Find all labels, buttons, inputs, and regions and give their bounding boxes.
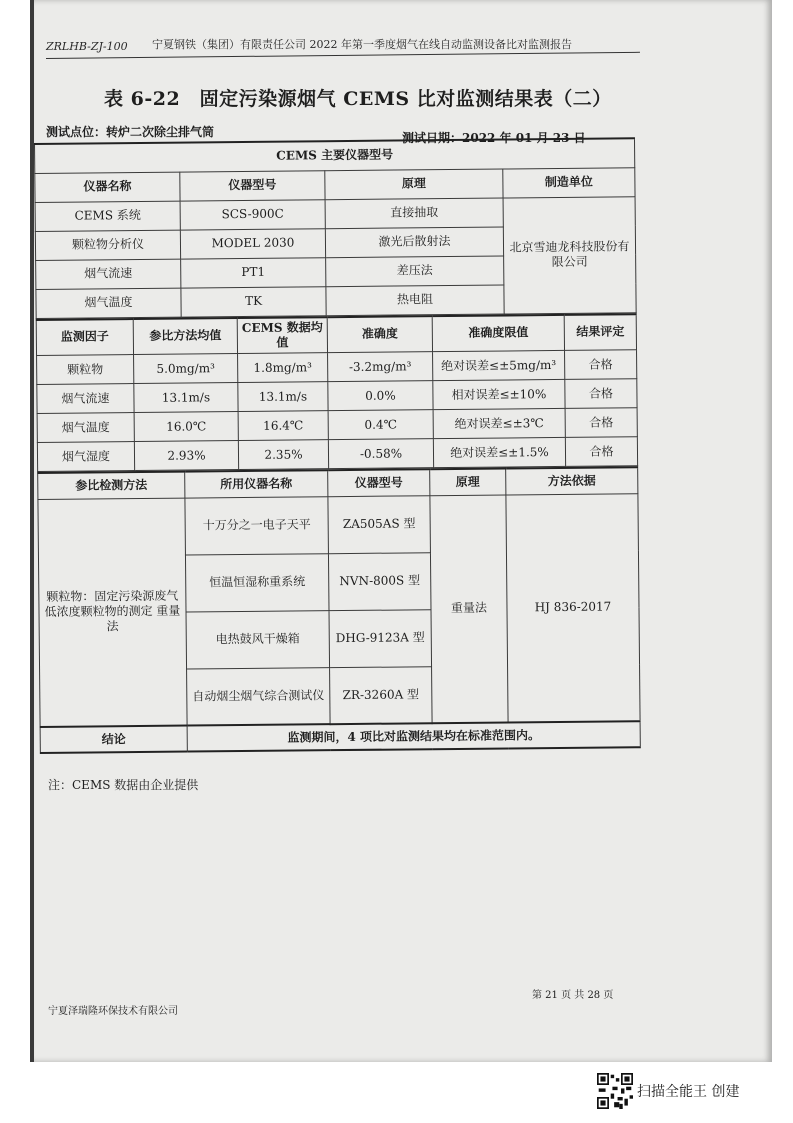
used-instrument-cell: 恒温恒湿称重系统 <box>185 553 329 611</box>
result-cell: 合格 <box>565 408 637 438</box>
col-factor: 监测因子 <box>36 319 133 356</box>
table-row <box>38 493 639 556</box>
used-model-cell: ZR-3260A 型 <box>330 666 433 724</box>
instrument-table-caption: CEMS 主要仪器型号 <box>35 138 635 173</box>
instrument-model: TK <box>181 286 326 316</box>
report-code: ZRLHB-ZJ-100 <box>46 40 128 53</box>
col-ref-mean: 参比方法均值 <box>133 318 237 355</box>
ref-principle-cell: 重量法 <box>430 494 508 723</box>
instrument-principle: 直接抽取 <box>325 198 503 229</box>
col-used-model: 仪器型号 <box>328 469 430 496</box>
manufacturer-cell: 北京雪迪龙科技股份有限公司 <box>503 196 636 313</box>
report-header-title: 宁夏钢铁（集团）有限责任公司 2022 年第一季度烟气在线自动监测设备比对监测报告 <box>152 38 572 51</box>
accuracy-cell: 0.4℃ <box>328 410 433 440</box>
footnote: 注：CEMS 数据由企业提供 <box>48 778 199 792</box>
cems-mean-cell: 13.1m/s <box>238 382 328 412</box>
cems-mean-cell: 2.35% <box>238 440 328 470</box>
result-cell: 合格 <box>565 437 637 467</box>
ref-mean-cell: 2.93% <box>134 441 238 471</box>
test-location: 测试点位：转炉二次除尘排气筒 <box>46 125 215 139</box>
page-number: 第 21 页 共 28 页 <box>532 990 614 1001</box>
watermark-text: 扫描全能王 创建 <box>637 1084 740 1100</box>
results-table <box>36 313 638 472</box>
col-manufacturer: 制造单位 <box>503 167 635 197</box>
used-model-cell: NVN-800S 型 <box>328 552 431 610</box>
instrument-model: PT1 <box>181 257 326 287</box>
qr-code-icon <box>597 1073 633 1109</box>
result-cell: 合格 <box>565 379 637 409</box>
used-instrument-cell: 自动烟尘烟气综合测试仪 <box>187 667 331 725</box>
limit-cell: 相对误差≤±10% <box>433 379 565 409</box>
ref-mean-cell: 5.0mg/m³ <box>134 354 238 384</box>
col-instrument-model: 仪器型号 <box>180 170 325 200</box>
col-ref-principle: 原理 <box>430 468 506 495</box>
col-principle: 原理 <box>325 169 503 200</box>
instrument-principle: 差压法 <box>326 255 504 286</box>
test-date: 测试日期：2022 年 01 月 23 日 <box>402 131 586 145</box>
factor-cell: 烟气温度 <box>37 413 134 443</box>
scanner-watermark <box>597 1073 739 1109</box>
footer-company: 宁夏泽瑞隆环保技术有限公司 <box>48 1006 178 1017</box>
ref-mean-cell: 13.1m/s <box>134 383 238 413</box>
conclusion-text: 监测期间，4 项比对监测结果均在标准范围内。 <box>187 721 640 751</box>
instrument-principle: 激光后散射法 <box>325 226 503 257</box>
instrument-model: SCS-900C <box>180 199 325 229</box>
instrument-model: MODEL 2030 <box>180 228 325 258</box>
cems-mean-cell: 16.4℃ <box>238 411 328 441</box>
results-sheet <box>34 137 640 754</box>
col-accuracy: 准确度 <box>327 316 432 353</box>
instrument-name: CEMS 系统 <box>35 201 180 231</box>
instrument-name: 烟气温度 <box>36 288 181 318</box>
used-model-cell: DHG-9123A 型 <box>329 609 432 667</box>
col-result: 结果评定 <box>564 314 636 351</box>
instrument-table <box>34 137 637 318</box>
accuracy-cell: 0.0% <box>328 381 433 411</box>
table-row <box>35 196 635 231</box>
limit-cell: 绝对误差≤±1.5% <box>433 437 565 467</box>
col-accuracy-limit: 准确度限值 <box>432 314 564 351</box>
accuracy-cell: -3.2mg/m³ <box>328 352 433 382</box>
col-method-basis: 方法依据 <box>506 467 638 494</box>
limit-cell: 绝对误差≤±5mg/m³ <box>433 350 565 380</box>
factor-cell: 颗粒物 <box>37 355 134 385</box>
factor-cell: 烟气流速 <box>37 384 134 414</box>
result-cell: 合格 <box>565 350 637 380</box>
used-instrument-cell: 十万分之一电子天平 <box>185 496 329 554</box>
factor-cell: 烟气湿度 <box>37 442 134 472</box>
ref-mean-cell: 16.0℃ <box>134 412 238 442</box>
used-model-cell: ZA505AS 型 <box>328 495 431 553</box>
instrument-name: 颗粒物分析仪 <box>35 230 180 260</box>
reference-method-table <box>37 466 641 754</box>
method-basis-cell: HJ 836-2017 <box>506 493 640 722</box>
table-title: 表 6-22 固定污染源烟气 CEMS 比对监测结果表（二） <box>104 88 612 110</box>
ref-method-cell: 颗粒物：固定污染源废气 低浓度颗粒物的测定 重量法 <box>38 498 187 727</box>
instrument-name: 烟气流速 <box>36 259 181 289</box>
instrument-principle: 热电阻 <box>326 284 504 315</box>
col-cems-mean: CEMS 数据均值 <box>237 317 327 354</box>
col-instrument-name: 仪器名称 <box>35 172 180 202</box>
col-used-instrument: 所用仪器名称 <box>185 470 328 497</box>
limit-cell: 绝对误差≤±3℃ <box>433 408 565 438</box>
accuracy-cell: -0.58% <box>328 439 433 469</box>
col-ref-method: 参比检测方法 <box>38 472 185 499</box>
conclusion-label: 结论 <box>40 726 187 753</box>
cems-mean-cell: 1.8mg/m³ <box>238 353 328 383</box>
used-instrument-cell: 电热鼓风干燥箱 <box>186 610 330 668</box>
